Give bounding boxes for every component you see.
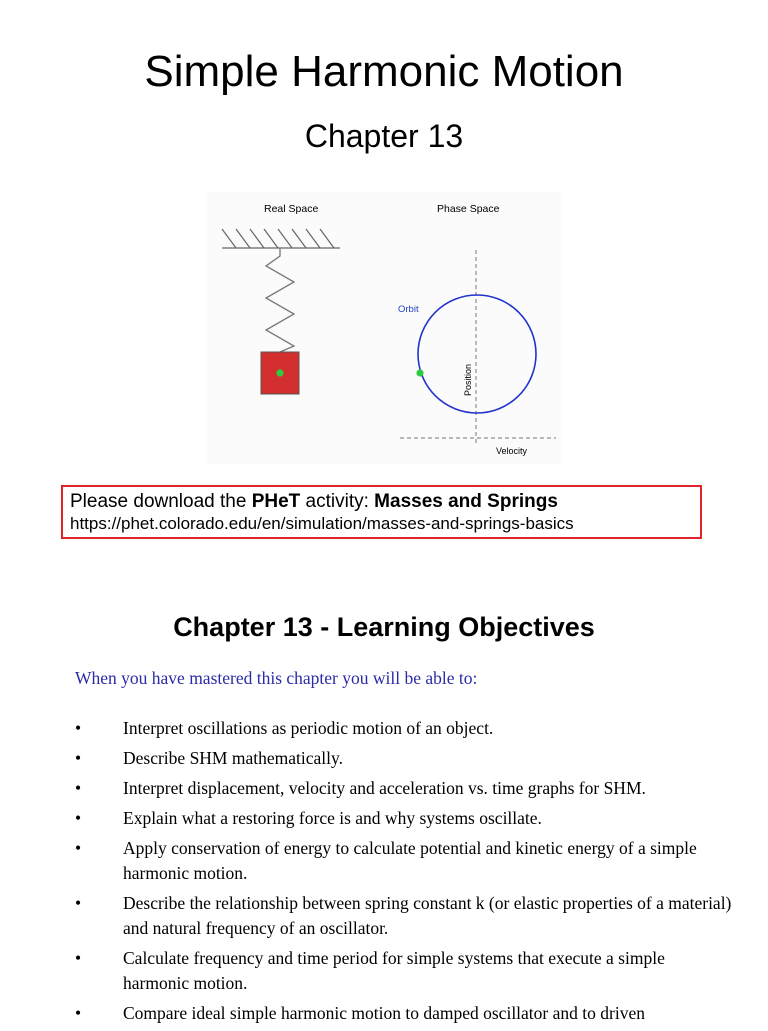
list-item [75, 1001, 735, 1026]
shm-diagram [206, 192, 562, 464]
callout-activity: Masses and Springs [374, 491, 558, 512]
objectives-list [75, 716, 735, 1031]
position-axis-label: Position [463, 363, 473, 396]
bullet: • [75, 718, 82, 738]
list-item [75, 891, 735, 941]
callout-url[interactable]: https://phet.colorado.edu/en/simulation/masses-and-springs-basics [70, 514, 574, 533]
chapter-subtitle: Chapter 13 [304, 118, 464, 154]
list-item [75, 806, 735, 831]
callout-text [70, 490, 700, 514]
orbit-circle [418, 295, 536, 413]
bullet: • [75, 808, 82, 828]
shm-figure [206, 192, 562, 464]
real-space-label: Real Space [264, 203, 319, 215]
phase-point-dot [416, 369, 423, 376]
bullet: • [75, 748, 82, 768]
objectives-heading: Chapter 13 - Learning Objectives [173, 612, 595, 642]
objective-text: Describe SHM mathematically. [123, 748, 343, 768]
bullet: • [75, 1003, 82, 1023]
download-callout [61, 485, 702, 539]
objective-text: Describe the relationship between spring constant k (or elastic properties of a material) and natural frequency of an oscillator. [123, 893, 732, 938]
callout-brand: PHeT [251, 491, 301, 512]
velocity-axis-label: Velocity [496, 446, 528, 456]
list-item [75, 946, 735, 996]
objectives-intro: When you have mastered this chapter you will be able to: [75, 668, 478, 688]
list-item [75, 716, 735, 741]
objective-text: Interpret displacement, velocity and acceleration vs. time graphs for SHM. [123, 778, 646, 798]
bullet: • [75, 948, 82, 968]
page-title: Simple Harmonic Motion [144, 47, 624, 96]
callout-prefix: Please download the [70, 491, 252, 512]
list-item [75, 746, 735, 771]
mass-center-dot [276, 369, 283, 376]
spring [266, 248, 294, 352]
bullet: • [75, 838, 82, 858]
ceiling-hatching [222, 229, 340, 248]
list-item [75, 776, 735, 801]
list-item [75, 836, 735, 886]
objective-text: Interpret oscillations as periodic motion of an object. [123, 718, 494, 738]
callout-middle: activity: [300, 491, 375, 512]
phase-space-label: Phase Space [437, 203, 500, 215]
objective-text: Explain what a restoring force is and why systems oscillate. [123, 808, 542, 828]
objective-text: Calculate frequency and time period for simple systems that execute a simple harmonic motion. [123, 948, 665, 993]
bullet: • [75, 778, 82, 798]
bullet: • [75, 893, 82, 913]
objective-text: Apply conservation of energy to calculate potential and kinetic energy of a simple harmonic motion. [123, 838, 697, 883]
orbit-label: Orbit [398, 304, 419, 315]
objective-text: Compare ideal simple harmonic motion to damped oscillator and to driven [123, 1003, 645, 1023]
